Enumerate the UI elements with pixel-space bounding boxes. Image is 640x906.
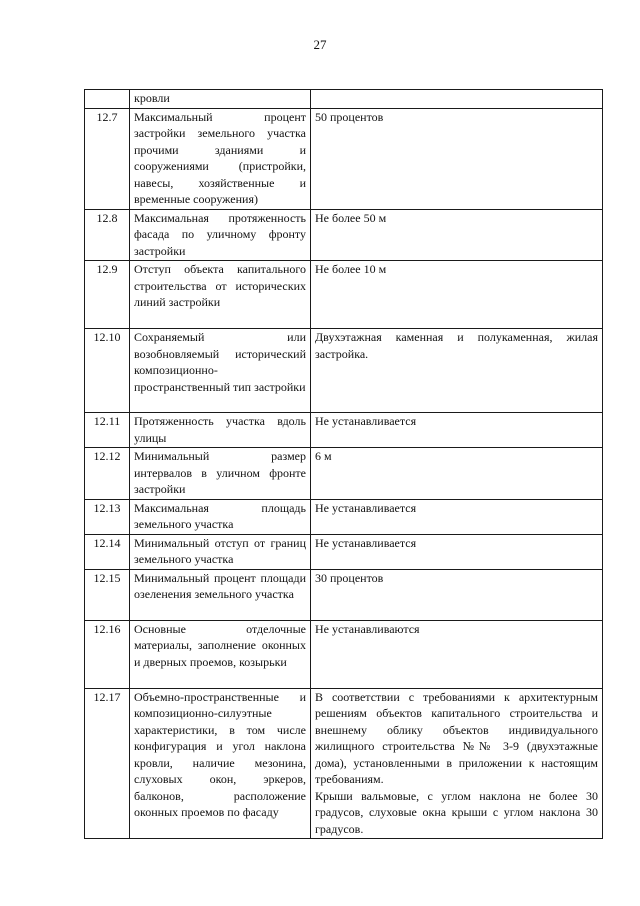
parameter-value <box>311 499 603 534</box>
table-row <box>85 108 603 209</box>
table-row <box>85 569 603 620</box>
row-number: 12.12 <box>85 448 130 500</box>
requirements-table <box>84 89 603 839</box>
value-text: 6 м <box>315 449 332 463</box>
parameter-value <box>311 688 603 839</box>
table-row <box>85 209 603 261</box>
parameter-name: Минимальный процент площади озеленения земельного участка <box>130 569 311 620</box>
parameter-value <box>311 448 603 500</box>
parameter-value <box>311 413 603 448</box>
parameter-name: Минимальный отступ от границ земельного участка <box>130 534 311 569</box>
table-row <box>85 448 603 500</box>
row-number: 12.7 <box>85 108 130 209</box>
parameter-name: Максимальная протяженность фасада по уличному фронту застройки <box>130 209 311 261</box>
table-row <box>85 90 603 109</box>
parameter-value <box>311 261 603 329</box>
parameter-name: Максимальный процент застройки земельного участка прочими зданиями и сооружениями (пристройки, навесы, хозяйственные и временные сооружения) <box>130 108 311 209</box>
table-row <box>85 261 603 329</box>
row-number: 12.9 <box>85 261 130 329</box>
parameter-value <box>311 534 603 569</box>
row-number: 12.8 <box>85 209 130 261</box>
parameter-name: Минимальный размер интервалов в уличном фронте застройки <box>130 448 311 500</box>
table-row <box>85 534 603 569</box>
row-number <box>85 90 130 109</box>
value-paragraph: Крыши вальмовые, с углом наклона не более 30 градусов, слуховые окна крыши с углом наклона 30 градусов. <box>315 788 598 836</box>
page-number: 27 <box>313 37 327 52</box>
table-row <box>85 688 603 839</box>
value-text: Двухэтажная каменная и полукаменная, жилая застройка. <box>315 330 598 361</box>
parameter-value <box>311 209 603 261</box>
table-row <box>85 413 603 448</box>
table-row <box>85 329 603 413</box>
row-number: 12.13 <box>85 499 130 534</box>
parameter-value <box>311 108 603 209</box>
row-number: 12.11 <box>85 413 130 448</box>
row-number: 12.17 <box>85 688 130 839</box>
parameter-name: Основные отделочные материалы, заполнение оконных и дверных проемов, козырьки <box>130 620 311 688</box>
parameter-name: Протяженность участка вдоль улицы <box>130 413 311 448</box>
parameter-value <box>311 569 603 620</box>
row-number: 12.10 <box>85 329 130 413</box>
parameter-value <box>311 329 603 413</box>
value-text: 50 процентов <box>315 109 384 124</box>
parameter-name: Максимальная площадь земельного участка <box>130 499 311 534</box>
parameter-name: кровли <box>130 90 311 109</box>
parameter-name: Объемно-пространственные и композиционно-силуэтные характеристики, в том числе конфигурация и угол наклона кровли, наличие мезонина, слуховых окон, эркеров, балконов, расположение оконных проемов по фасаду <box>130 688 311 839</box>
value-text: Не устанавливается <box>315 500 417 515</box>
value-text: Не устанавливается <box>315 414 417 428</box>
value-text: Не более 50 м <box>315 210 387 225</box>
row-number: 12.15 <box>85 569 130 620</box>
value-text: Не устанавливается <box>315 535 417 550</box>
table-row <box>85 499 603 534</box>
row-number: 12.16 <box>85 620 130 688</box>
value-text: Не устанавливаются <box>315 621 420 636</box>
parameter-name: Отступ объекта капитального строительства от исторических линий застройки <box>130 261 311 329</box>
parameter-value <box>311 620 603 688</box>
row-number: 12.14 <box>85 534 130 569</box>
table-row <box>85 620 603 688</box>
parameter-name: Сохраняемый или возобновляемый исторический композиционно-пространственный тип застройки <box>130 329 311 413</box>
parameter-value <box>311 90 603 109</box>
value-text: Не более 10 м <box>315 262 387 276</box>
value-text: 30 процентов <box>315 570 384 585</box>
value-paragraph: В соответствии с требованиями к архитектурным решениям объектов капитального строительства и внешнему облику объектов индивидуального жилищного строительства №№ 3-9 (двухэтажные дома), установленными в приложении к настоящим требованиям. <box>315 689 598 786</box>
